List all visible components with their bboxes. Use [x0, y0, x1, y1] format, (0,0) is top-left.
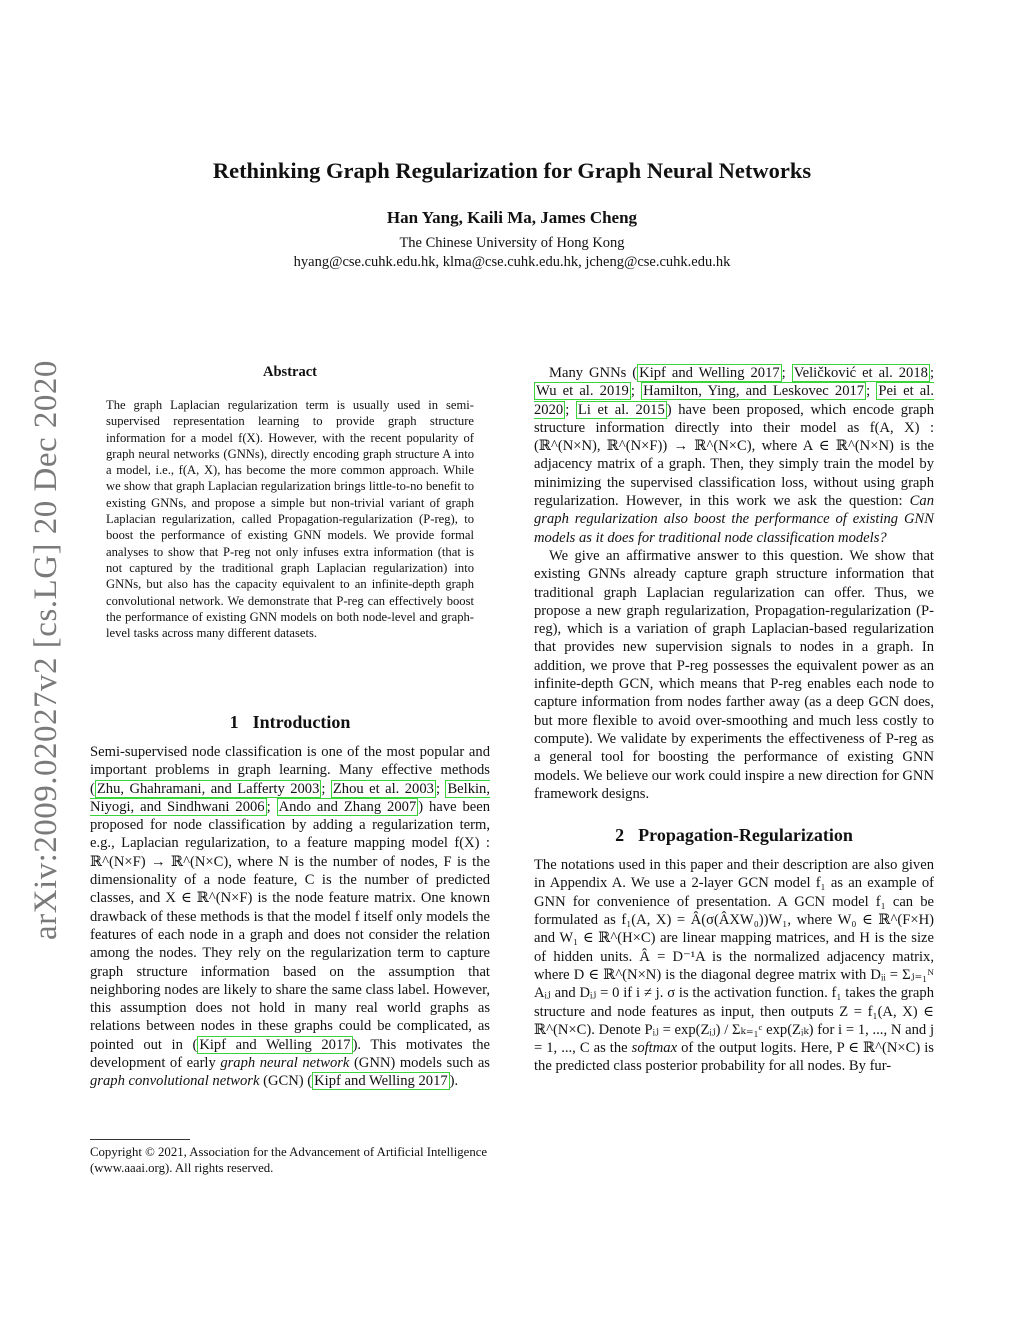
copyright-footnote: Copyright © 2021, Association for the Advancement of Artificial Intelligence (www.aaai.org). All rights reserved.	[90, 1145, 488, 1175]
text-run: ) have been proposed, which encode graph structure information directly into their model as f(A, X) : (ℝ^(N×N), ℝ^(N×F)) → ℝ^(N×C), where A ∈ ℝ^(N×N) is the adjacency matrix of a graph. Then, they simply train the model by minimizing the supervised classification loss, without using graph regularization. However, in this work we ask the question:	[534, 401, 935, 510]
text-run: (GCN) (	[259, 1073, 313, 1090]
citation-link[interactable]: Ando and Zhang 2007	[278, 798, 417, 815]
introduction-paragraph: Semi-supervised node classification is one of the most popular and important problems in graph learning. Many effective methods ( Zhu, Ghahramani, and Lafferty 2003 ; Zhou et al. 2003 ; Belkin, Niyogi, and Sindhwani 2006 ; Ando and Zhang 2007 ) have been proposed for node classification by adding a regularization term, e.g., Laplacian regularization, to a feature mapping model f(X) : ℝ^(N×F) → ℝ^(N×C), where N is the number of nodes, F is the dimensionality of a node feature, C is the number of predicted classes, and X ∈ ℝ^(N×F) is the node feature matrix. One known drawback of these methods is that the model f itself only models the features of each node in a graph and does not consider the relation among the nodes. They rely on the regularization term to capture graph structure information based on the assumption that neighboring nodes are likely to share the same class label. However, this assumption does not hold in many real world graphs as relations between nodes in these graphs could be complicated, as pointed out in ( Kipf and Welling 2017 ). This motivates the development of early graph neural network (GNN) models such as graph convolutional network (GCN) ( Kipf and Welling 2017 ).	[90, 744, 491, 1090]
right-column	[534, 364, 934, 1076]
citation-link[interactable]: Kipf and Welling 2017	[639, 365, 780, 381]
introduction-section	[90, 712, 490, 1091]
text-run: (GNN) models such as	[349, 1055, 490, 1072]
research-question: Can graph regularization also boost the performance of existing GNN models as it does for traditional node classification models?	[534, 493, 934, 546]
abstract-text: The graph Laplacian regularization term is usually used in semi-supervised representation learning to provide graph structure information for a model f(X). However, with the recent popularity of graph neural networks (GNNs), directly encoding graph structure A into a model, i.e., f(A, X), has become the more common approach. While we show that graph Laplacian regularization brings little-to-no benefit to existing GNNs, and propose a simple but non-trivial variant of graph Laplacian regularization, called Propagation-regularization (P-reg), to boost the performance of existing GNN models. We provide formal analyses to show that P-reg not only infuses extra information (that is not captured by the traditional graph Laplacian regularization) into GNNs, but also has the capacity equivalent to an infinite-depth graph convolutional network. We demonstrate that P-reg can effectively boost the performance of existing GNN models on both node-level and graph-level tasks across many different datasets.	[106, 398, 474, 641]
citation-link[interactable]: Hamilton, Ying, and Leskovec 2017	[643, 383, 865, 400]
abstract-heading: Abstract	[263, 364, 317, 380]
term-gnn: graph neural network	[220, 1055, 350, 1072]
text-run: ) have been proposed for node classification by adding a regularization term, e.g., Laplacian regularization, to a feature mapping model f(X) : ℝ^(N×F) → ℝ^(N×C), where N is the number of nodes, F is the dimensionality of a node feature, C is the number of predicted classes, and X ∈ ℝ^(N×F) is the node feature matrix. One known drawback of these methods is that the model f itself only models the features of each node in a graph and does not consider the relation among the nodes. They rely on the regularization term to capture graph structure information based on the assumption that neighboring nodes are likely to share the same class label. However, this assumption does not hold in many real world graphs as relations between nodes in these graphs could be complicated, as pointed out in (	[90, 798, 491, 1053]
contribution-paragraph: We give an affirmative answer to this question. We show that existing GNNs already capture graph structure information that traditional graph Laplacian regularization can offer. Thus, we propose a new graph regularization, Propagation-regularization (P-reg), which is a variation of graph Laplacian-based regularization that provides new supervision signals to nodes in a graph. In addition, we prove that P-reg possesses the equivalent power as an infinite-depth GCN, which means that P-reg enables each node to capture information from nodes farther away (as a deep GCN does, but more flexible to avoid over-smoothing and much less costly to compute). We validate by experiments the effectiveness of P-reg as a general tool for boosting the performance of existing GNN models. We believe our work could inspire a new direction for GNN framework designs.	[534, 547, 934, 802]
section-title: Propagation-Regularization	[638, 825, 853, 846]
section-heading-propagation-regularization	[534, 825, 934, 846]
citation-link[interactable]: Li et al. 2015	[577, 401, 665, 418]
citation-link[interactable]: Pei et al. 2020	[534, 383, 934, 418]
text-run: of the output logits. Here, P ∈ ℝ^(N×C) is the predicted class posterior probability for all nodes. By fur-	[534, 1040, 934, 1075]
text-run: The notations used in this paper and their description are also given in Appendix A. We use a 2-layer GCN model f₁ as an example of GNN for convenience of presentation. A GCN model f₁ can be formulated as f₁(A, X) = Â(σ(ÂXW₀))W₁, where W₀ ∈ ℝ^(F×H) and W₁ ∈ ℝ^(H×C) are linear mapping matrices, and H is the size of hidden units. Â = D⁻¹A is the normalized adjacency matrix, where D ∈ ℝ^(N×N) is the diagonal degree matrix with Dᵢᵢ = Σⱼ₌₁ᴺ Aᵢⱼ and Dᵢⱼ = 0 if i ≠ j. σ is the activation function. f₁ takes the graph structure and node features as input, then outputs Z = f₁(A, X) ∈ ℝ^(N×C). Denote Pᵢⱼ = exp(Zᵢⱼ) / Σₖ₌₁ᶜ exp(Zᵢₖ) for i = 1, ..., N and j = 1, ..., C as the	[534, 857, 934, 1057]
footnote-rule	[90, 1139, 190, 1140]
text-run: Semi-supervised node classification is one of the most popular and important problems in graph learning. Many effective methods (	[90, 744, 490, 797]
citation-link[interactable]: Zhou et al. 2003	[332, 780, 434, 797]
gnn-paragraph: Many GNNs ( Kipf and Welling 2017 ; Veličković et al. 2018 ; Wu et al. 2019 ; Hamilton, Ying, and Leskovec 2017 ; Pei et al. 2020 ; Li et al. 2015 ) have been proposed, which encode graph structure information directly into their model as f(A, X) : (ℝ^(N×N), ℝ^(N×F)) → ℝ^(N×C), where A ∈ ℝ^(N×N) is the adjacency matrix of a graph. Then, they simply train the model by minimizing the supervised classification loss, without using graph regularization. However, in this work we ask the question: Can graph regularization also boost the performance of existing GNN models as it does for traditional node classification models?	[534, 365, 935, 546]
term-softmax: softmax	[631, 1040, 678, 1057]
text-run: ). This motivates the development of early	[90, 1036, 490, 1072]
affiliation: The Chinese University of Hong Kong	[399, 235, 625, 251]
citation-link[interactable]: Kipf and Welling 2017	[199, 1036, 351, 1053]
citation-link[interactable]: Zhu, Ghahramani, and Lafferty 2003	[96, 780, 320, 797]
citation-link[interactable]: Kipf and Welling 2017	[314, 1073, 448, 1090]
propagation-paragraph	[534, 856, 934, 1076]
citation-link[interactable]: Veličković et al. 2018	[793, 365, 928, 381]
citation-link[interactable]: Wu et al. 2019	[536, 383, 629, 400]
text-run: Many GNNs (	[549, 365, 638, 381]
section-number: 1	[229, 712, 239, 732]
section-title: Introduction	[252, 712, 351, 732]
term-gcn: graph convolutional network	[90, 1073, 260, 1090]
section-heading-introduction	[90, 712, 490, 733]
paper-authors: Han Yang, Kaili Ma, James Cheng	[386, 208, 638, 227]
text-run: ).	[449, 1073, 459, 1090]
affiliation-block	[0, 234, 1024, 272]
section-number: 2	[615, 825, 625, 846]
author-emails: hyang@cse.cuhk.edu.hk, klma@cse.cuhk.edu.hk, jcheng@cse.cuhk.edu.hk	[293, 254, 731, 270]
paper-title: Rethinking Graph Regularization for Graph Neural Networks	[212, 158, 812, 183]
citation-link[interactable]: Belkin, Niyogi, and Sindhwani 2006	[90, 780, 491, 815]
arxiv-identifier: arXiv:2009.02027v2 [cs.LG] 20 Dec 2020	[28, 360, 64, 940]
